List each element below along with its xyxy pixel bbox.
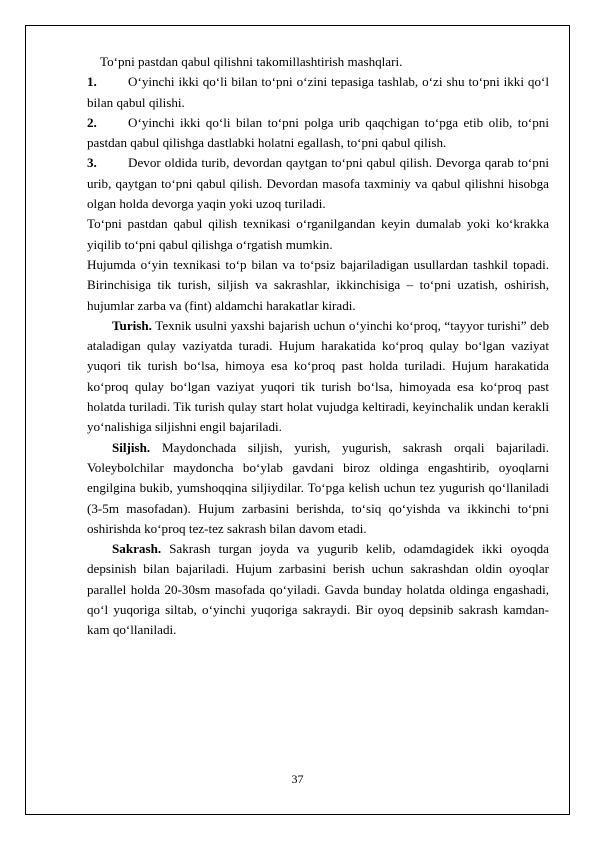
list-text: O‘yinchi ikki qo‘li bilan to‘pni polga urib qaqchigan to‘pga etib olib, to‘pni pastdan qabul qilishga dastlabki holatni egallash, to‘pni qabul qilish. [87, 114, 549, 151]
list-number: 3. [87, 155, 97, 171]
section-turish [87, 316, 549, 438]
section-text: Texnik usulni yaxshi bajarish uchun o‘yinchi ko‘proq, “tayyor turishi” deb ataladigan qulay vaziyatda turadi. Hujum harakatida ko‘proq qulay bo‘lgan vaziyat yuqori tik turish bo‘lsa, himoya esa ko‘proq past holda turiladi. Hujum harakatida ko‘proq qulay bo‘lgan vaziyat yuqori tik turish bo‘lsa, himoyada esa ko‘proq past holatda turiladi. Tik turish qulay start holat vujudga keltiradi, keyinchalik undan kerakli yo‘nalishiga siljishni engil bajariladi. [87, 317, 549, 435]
section-siljish [87, 438, 549, 539]
list-text: O‘yinchi ikki qo‘li bilan to‘pni o‘zini tepasiga tashlab, o‘zi shu to‘pni ikki qo‘l bilan qabul qilishi. [87, 74, 549, 110]
list-text: Devor oldida turib, devordan qaytgan to‘pni qabul qilish. Devorga qarab to‘pni urib, qaytgan to‘pni qabul qilish. Devordan masofa taxminiy va qabul qilishni hisobga olgan holda devorga yaqin yoki uzoq turiladi. [87, 155, 549, 212]
section-heading: Siljish. [112, 439, 151, 455]
list-item-1 [87, 72, 549, 113]
section-text: Maydonchada siljish, yurish, yugurish, sakrash orqali bajariladi. Voleybolchilar maydoncha bo‘ylab gavdani biroz oldinga engashtirib, oyoqlarni engilgina bukib, yumshoqqina siljiydilar. To‘pga kelish uchun tez yugurish qo‘llaniladi (3-5m masofadan). Hujum zarbasini berishda, to‘siq qo‘yishda va ikkinchi to‘pni oshirishda ko‘proq tez-tez sakrash bilan davom etadi. [87, 439, 549, 536]
section-heading: Sakrash. [112, 541, 162, 557]
page-number: 37 [291, 772, 304, 786]
list-item-3 [87, 153, 549, 214]
section-heading: Turish. [112, 317, 152, 333]
document-body [87, 52, 549, 641]
section-sakrash [87, 539, 549, 640]
paragraph-after-list: To‘pni pastdan qabul qilish texnikasi o‘rganilgandan keyin dumalab yoki ko‘krakka yiqilib to‘pni qabul qilishga o‘rgatish mumkin. [87, 216, 549, 252]
list-item-2 [87, 113, 549, 154]
list-number: 1. [87, 74, 97, 90]
intro-line: To‘pni pastdan qabul qilishni takomillashtirish mashqlari. [100, 54, 403, 69]
section-text: Sakrash turgan joyda va yugurib kelib, odamdagidek ikki oyoqda depsinish bilan bajariladi. Hujum zarbasini berish uchun sakrashdan oldin oyoqlar parallel holda 20-30sm masofada qo‘yiladi. Gavda bunday holatda oldinga engashadi, qo‘l yuqoriga siltab, o‘yinchi yuqoriga sakraydi. Bir oyoq depsinib sakrash kamdan-kam qo‘llaniladi. [87, 541, 549, 638]
list-number: 2. [87, 114, 97, 130]
paragraph-attack: Hujumda o‘yin texnikasi to‘p bilan va to‘psiz bajariladigan usullardan tashkil topadi. Birinchisiga tik turish, siljish va sakrashlar, ikkinchisiga – to‘pni uzatish, oshirish, hujumlar zarba va (fint) aldamchi harakatlar kiradi. [87, 256, 549, 313]
